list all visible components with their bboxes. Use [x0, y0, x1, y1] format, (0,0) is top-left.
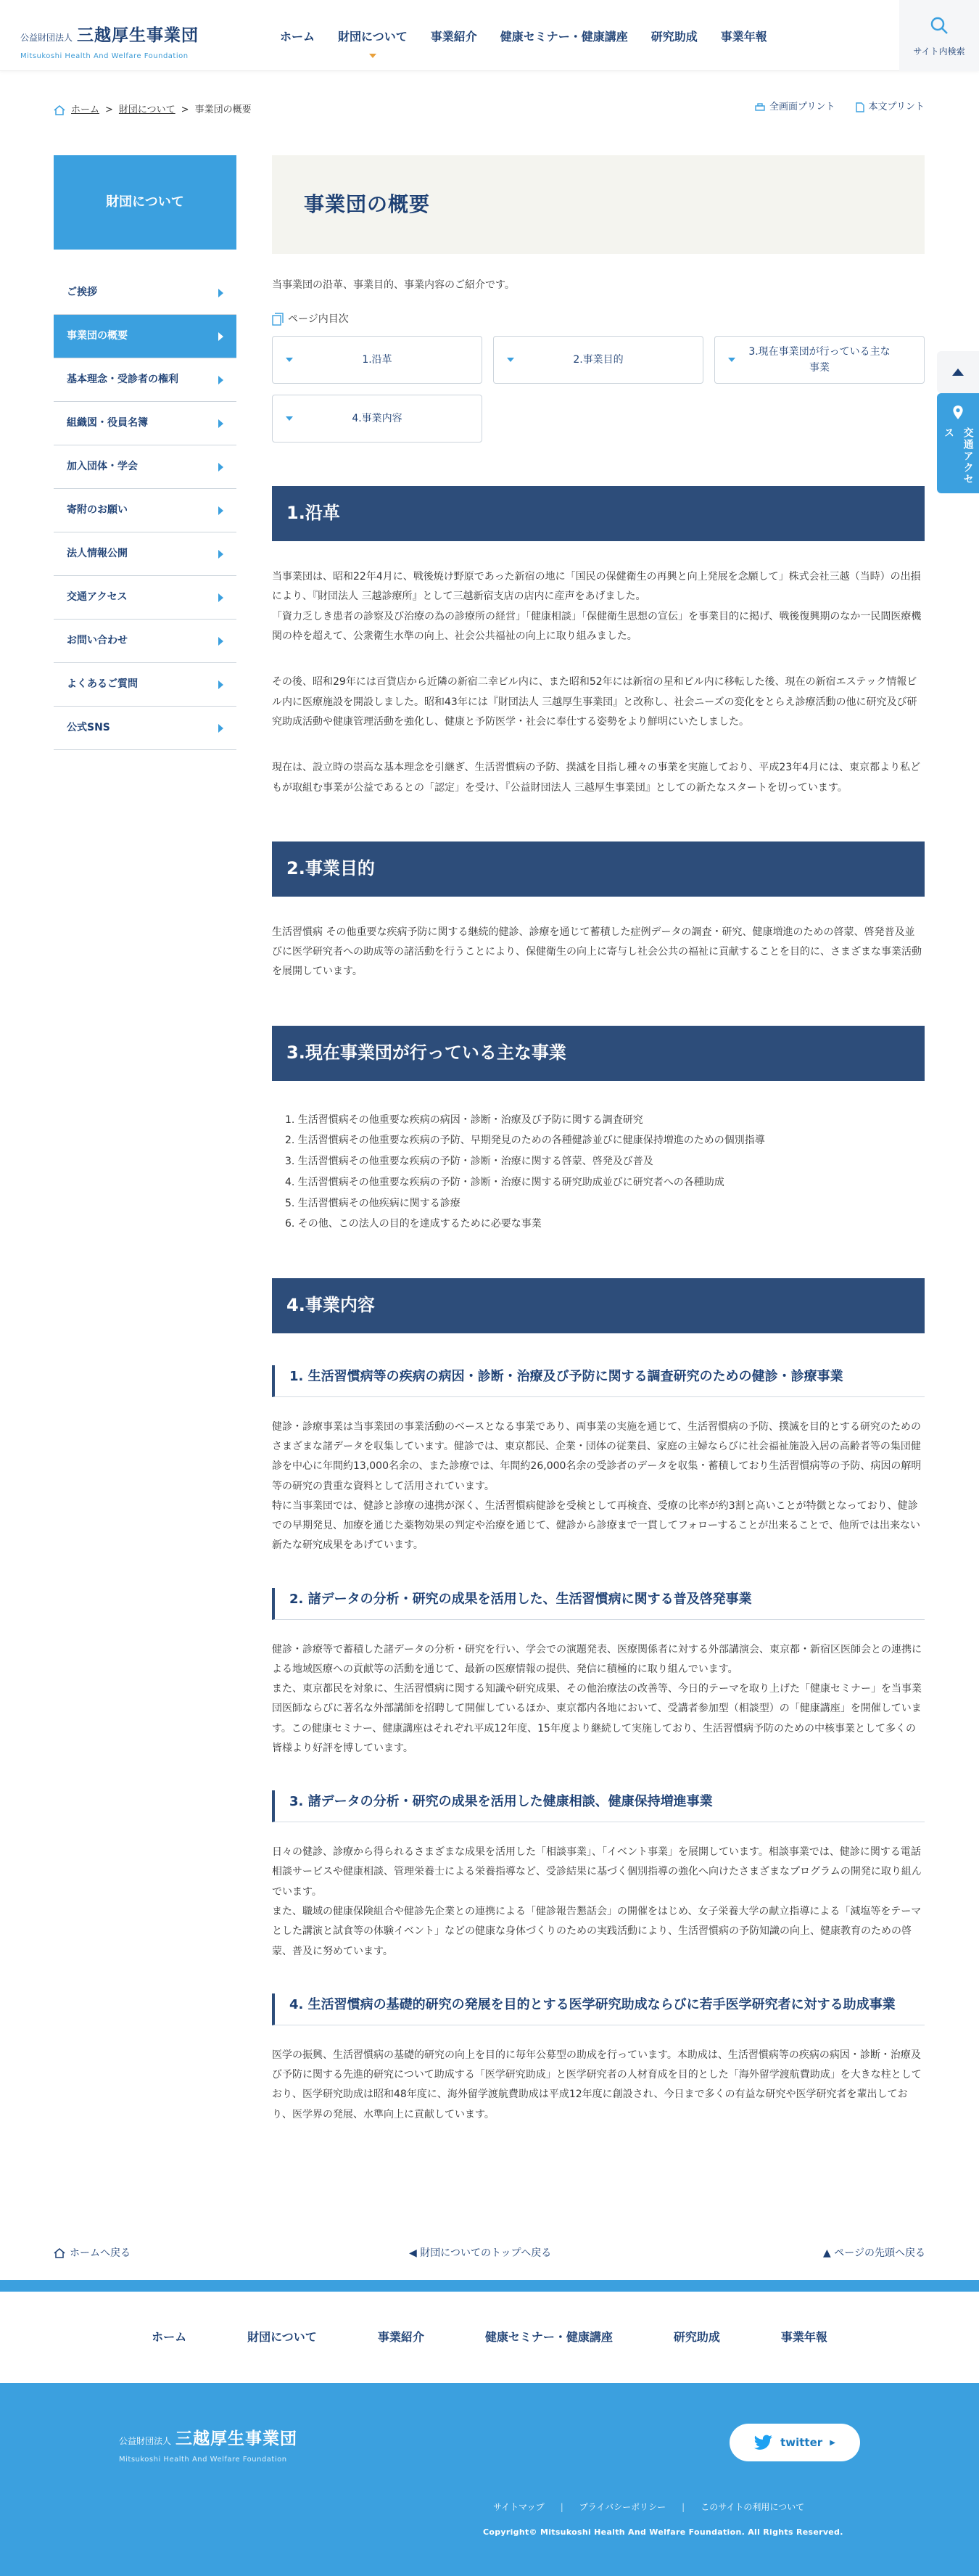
breadcrumb-parent[interactable]: 財団について: [118, 104, 175, 115]
section-heading-history: 1.沿革: [272, 486, 925, 541]
document-icon: [272, 313, 284, 326]
toc-label: 2.事業目的: [573, 353, 624, 366]
breadcrumb: [54, 102, 252, 120]
bottom-nav: [0, 2292, 979, 2383]
sidebar-item-label: 公式SNS: [67, 722, 110, 734]
subsection-heading: 4. 生活習慣病の基礎的研究の発展を目的とする医学研究助成ならびに若手医学研究者に対する助成事業: [272, 1993, 925, 2025]
bnav-business[interactable]: 事業紹介: [377, 2329, 424, 2344]
access-float-label: 交通アクセス: [943, 427, 974, 485]
site-footer: [0, 2383, 979, 2576]
page-top-label: ページの先頭へ戻る: [834, 2247, 925, 2259]
sidebar-item-faq[interactable]: [54, 663, 236, 707]
twitter-bird-icon: [754, 2435, 773, 2451]
gnav-seminar[interactable]: 健康セミナー・健康講座: [500, 30, 628, 44]
logo-english: Mitsukoshi Health And Welfare Foundation: [119, 2455, 287, 2464]
sidebar-title[interactable]: 財団について: [54, 155, 236, 250]
logo-org-type: 公益財団法人: [20, 33, 73, 43]
home-icon: [54, 105, 65, 115]
sidebar-item-overview[interactable]: [54, 315, 236, 358]
site-search-label: サイト内検索: [913, 46, 965, 57]
list-item: 5. 生活習慣病その他疾病に関する診療: [285, 1197, 460, 1209]
section-heading-purpose: 2.事業目的: [272, 841, 925, 897]
breadcrumb-home[interactable]: ホーム: [71, 104, 100, 115]
toc-label: 1.沿革: [362, 353, 392, 366]
home-icon: [54, 2248, 65, 2258]
sidebar-item-label: 加入団体・学会: [67, 461, 138, 473]
sidebar-item-label: 法人情報公開: [67, 548, 128, 560]
print-body-button[interactable]: [856, 99, 925, 117]
sidebar-item-philosophy[interactable]: [54, 358, 236, 402]
history-paragraph: その後、昭和29年には百貨店から近隣の新宿二幸ビル内に、また昭和52年には新宿の星和ビル内に移転した後、現在の新宿エステック情報ビル内に医療施設を開設しました。昭和43年には『財団法人 三越厚生事業団』と改称し、社会ニーズの変化をとらえ診療活動の他に研究及び研究助成活動や健康管理活動を強化し、健康と予防医学・社会に奉仕する姿勢をより鮮明にいたしました。: [272, 676, 917, 728]
sidebar-item-greeting[interactable]: [54, 271, 236, 315]
document-icon: [856, 102, 864, 112]
arrow-down-icon: [286, 358, 293, 362]
list-item: 6. その他、この法人の目的を達成するために必要な事業: [285, 1218, 542, 1230]
sidebar-item-label: よくあるご質問: [67, 678, 138, 691]
sidebar-item-organization[interactable]: [54, 402, 236, 445]
footer-logo[interactable]: [119, 2424, 297, 2466]
arrow-right-icon: [218, 680, 223, 689]
back-home-label: ホームへ戻る: [70, 2247, 131, 2259]
arrow-right-icon: [218, 332, 223, 341]
logo-name: 三越厚生事業団: [175, 2429, 298, 2448]
subsection-paragraph: 日々の健診、診療から得られるさまざまな成果を活用した「相談事業」、「イベント事業」を展開しています。相談事業では、健診に関する電話相談サービスや健康相談、管理栄養士による栄養指導など、受診結果に基づく個別指導の強化へ向けたさまざまなプログラムの開発に取り組んでいます。 また、職域の健康保険組合や健診先企業との連携による「健診報告懇話会」の開催をはじめ、女子栄養大学の献立指導による「減塩等をテーマとした講演と試食等の体験イベント」などの健康な身体づくりのための実践活動により、生活習慣病の予防知識の向上、健康教育のための啓蒙、普及に努めています。: [272, 1846, 922, 1957]
sidebar-item-label: 交通アクセス: [67, 591, 128, 604]
breadcrumb-separator: >: [181, 104, 189, 115]
footer-link-separator: |: [560, 2502, 563, 2512]
subsection-heading: 2. 諸データの分析・研究の成果を活用した、生活習慣病に関する普及啓発事業: [272, 1588, 925, 1620]
bnav-seminar[interactable]: 健康セミナー・健康講座: [484, 2329, 613, 2344]
toc-label: 4.事業内容: [352, 412, 402, 424]
arrow-right-icon: ▶: [830, 2438, 835, 2447]
site-logo[interactable]: [20, 20, 199, 63]
gnav-annual-report[interactable]: 事業年報: [720, 30, 767, 44]
footer-link-privacy[interactable]: プライバシーポリシー: [579, 2502, 666, 2512]
print-full-button[interactable]: [755, 99, 835, 117]
arrow-up-icon: ▲: [823, 2247, 835, 2259]
gnav-home[interactable]: ホーム: [280, 30, 315, 44]
arrow-right-icon: [218, 289, 223, 297]
sidebar-item-memberships[interactable]: [54, 445, 236, 489]
twitter-label: twitter: [780, 2435, 823, 2449]
subsection-paragraph: 健診・診療事業は当事業団の事業活動のベースとなる事業であり、両事業の実施を通じて、生活習慣病の予防、撲滅を目的とする研究のためのさまざまな諸データを収集しています。健診では、東京都民、企業・団体の従業員、家庭の主婦ならびに社会福祉施設入居の高齢者等の集団健診を中心に年間約13,000名余の、また診療では、年間約26,000名余の受診者のデータを収集・蓄積しており生活習慣病等の予防、病因の解明等の研究の貴重な資料として活用されています。 特に当事業団では、健診と診療の連携が深く、生活習慣病健診を受検として再検査、受療の比率が約3割と高いことが特徴となっており、健診での早期発見、加療を通じた薬物効果の判定や治療を通じて、健診から診療まで一貫してフォローすることが出来ることで、他所では出来ない新たな研究成果をあげています。: [272, 1420, 922, 1552]
bnav-about[interactable]: 財団について: [247, 2329, 317, 2344]
print-links: [755, 99, 925, 117]
sidebar-item-label: 寄附のお願い: [67, 504, 128, 517]
list-item: 2. 生活習慣病その他重要な疾病の予防、早期発見のための各種健診並びに健康保持増進のための個別指導: [285, 1135, 765, 1147]
global-nav: [268, 26, 779, 48]
arrow-right-icon: [218, 506, 223, 515]
access-float-button[interactable]: [937, 393, 979, 493]
sidebar-item-disclosure[interactable]: [54, 532, 236, 576]
main-business-list: [272, 1110, 925, 1235]
arrow-right-icon: [218, 637, 223, 646]
toc-label: 3.現在事業団が行っている主な事業: [748, 345, 891, 374]
history-paragraph: 現在は、設立時の崇高な基本理念を引継ぎ、生活習慣病の予防、撲滅を目指し種々の事業を実施しており、平成23年4月には、東京都より私どもが取組む事業が公益であるとの「認定」を受け、『公益財団法人 三越厚生事業団』としての新たなスタートを切っています。: [272, 762, 921, 794]
gnav-business[interactable]: 事業紹介: [430, 30, 477, 44]
footer-link-sitemap[interactable]: サイトマップ: [493, 2502, 545, 2512]
search-icon: [930, 16, 949, 35]
sidebar: [54, 155, 236, 750]
footer-links: [493, 2499, 804, 2516]
toc-label-text: ページ内目次: [288, 313, 349, 325]
back-home-link[interactable]: [54, 2244, 131, 2263]
list-item: 1. 生活習慣病その他重要な疾病の病因・診断・治療及び予防に関する調査研究: [285, 1114, 643, 1126]
arrow-right-icon: [218, 550, 223, 559]
toc-history[interactable]: [272, 336, 482, 384]
sidebar-item-access[interactable]: [54, 576, 236, 620]
breadcrumb-row: [0, 71, 979, 115]
page-title: 事業団の概要: [304, 192, 431, 217]
sidebar-item-label: 基本理念・受診者の権利: [67, 374, 178, 386]
toc-purpose[interactable]: [493, 336, 703, 384]
subsection-paragraph: 健診・診療等で蓄積した諸データの分析・研究を行い、学会での演題発表、医療関係者に対する外部講演会、東京都・新宿区医師会との連携による地域医療への貢献等の活動を通じて、最新の医療情報の提供、発信に積極的に取り組んでいます。 また、東京都民を対象に、生活習慣病に関する知識や研究成果、その他治療法の改善等、今日的テーマを取り上げた「健康セミナー」を当事業団医師ならびに著名な外部講師を招聘して開催しているほか、東京都内各地において、受講者参加型（相談型）の「健康講座」を開催しています。この健康セミナー、健康講座はそれぞれ平成12年度、15年度より継続して実施しており、生活習慣病予防のための中核事業として多くの皆様より好評を博しています。: [272, 1643, 922, 1755]
twitter-button[interactable]: [730, 2424, 860, 2461]
sidebar-item-donation[interactable]: [54, 489, 236, 532]
bnav-home[interactable]: ホーム: [152, 2329, 187, 2344]
back-section-top-link[interactable]: [409, 2244, 551, 2263]
copyright: Copyright© Mitsukoshi Health And Welfare Foundation. All Rights Reserved.: [483, 2527, 843, 2537]
section-heading-business-content: 4.事業内容: [272, 1278, 925, 1333]
bnav-research-grant[interactable]: 研究助成: [673, 2329, 720, 2344]
sidebar-item-label: ご挨拶: [67, 287, 97, 299]
history-paragraph: 当事業団は、昭和22年4月に、戦後焼け野原であった新宿の地に「国民の保健衛生の再興と向上発展を念願して」株式会社三越（当時）の出損により、『財団法人 三越診療所』として三越新宿支店の店内に産声をあげました。 「資力乏しき患者の診察及び治療の為の診療所の経営」「健康相談」「保健衛生思想の宣伝」を事業目的に掲げ、戦後復興期のなか一民間医療機関の枠を超えて、公衆衛生水準の向上、社会公共福祉の向上に取り組みました。: [272, 571, 922, 643]
arrow-down-icon: [728, 358, 735, 362]
list-item: 4. 生活習慣病その他重要な疾病の予防・診断・治療に関する研究助成並びに研究者への各種助成: [285, 1176, 724, 1188]
sidebar-item-label: お問い合わせ: [67, 635, 128, 647]
toc-label: [272, 310, 925, 329]
gnav-about[interactable]: 財団について: [326, 26, 419, 48]
arrow-right-icon: [218, 593, 223, 602]
subsection-heading: 3. 諸データの分析・研究の成果を活用した健康相談、健康保持増進事業: [272, 1790, 925, 1822]
purpose-paragraph: 生活習慣病 その他重要な疾病予防に関する継続的健診、診療を通じて蓄積した症例データの調査・研究、健康増進のための啓蒙、啓発普及並びに医学研究者への助成等の諸活動を行うことにより、保健衛生の向上に寄与し社会公共の福祉に貢献することを目的に、さまざまな事業活動を展開しています。: [272, 926, 922, 978]
page-title-box: [272, 155, 925, 254]
print-full-label: 全画面プリント: [769, 102, 835, 112]
logo-english: Mitsukoshi Health And Welfare Foundation: [20, 52, 189, 60]
list-item: 3. 生活習慣病その他重要な疾病の予防・診断・治療に関する啓蒙、啓発及び普及: [285, 1156, 653, 1168]
printer-icon: [755, 103, 765, 112]
breadcrumb-current: 事業団の概要: [194, 104, 252, 115]
sidebar-item-label: 組織図・役員名簿: [67, 417, 148, 429]
bnav-annual-report[interactable]: 事業年報: [780, 2329, 827, 2344]
page-lead: 当事業団の沿革、事業目的、事業内容のご紹介です。: [272, 279, 515, 291]
arrow-right-icon: [218, 724, 223, 733]
footer-link-separator: |: [682, 2502, 685, 2512]
sidebar-item-contact[interactable]: [54, 620, 236, 663]
arrow-left-icon: ◀: [409, 2247, 421, 2259]
map-pin-icon: [952, 405, 964, 420]
toc-grid: [272, 336, 925, 443]
arrow-right-icon: [218, 463, 223, 472]
site-header: [0, 0, 979, 71]
back-section-top-label: 財団についてのトップへ戻る: [420, 2247, 552, 2259]
logo-name: 三越厚生事業団: [77, 26, 199, 45]
breadcrumb-separator: >: [105, 104, 113, 115]
gnav-research-grant[interactable]: 研究助成: [650, 30, 698, 44]
subsection-heading: 1. 生活習慣病等の疾病の病因・診断・治療及び予防に関する調査研究のための健診・診療事業: [272, 1365, 925, 1397]
main-content: [272, 155, 925, 2125]
sidebar-item-sns[interactable]: [54, 707, 236, 750]
arrow-right-icon: [218, 419, 223, 428]
arrow-up-icon: [951, 368, 964, 376]
subsection-paragraph: 医学の振興、生活習慣病の基礎的研究の向上を目的に毎年公募型の助成を行っています。本助成は、生活習慣病等の疾病の病因・診断・治療及び予防に関する先進的研究について助成する「医学研究助成」と医学研究者の人材育成を目的とした「海外留学渡航費助成」を大きな柱としており、医学研究助成は昭和48年度に、海外留学渡航費助成は平成12年度に創設され、今日まで多くの有益な研究や医学研究者を輩出しており、医学界の発展、水準向上に貢献しています。: [272, 2049, 922, 2120]
footer-divider: [0, 2280, 979, 2292]
arrow-down-icon: [286, 416, 293, 421]
page-top-link[interactable]: [823, 2244, 925, 2263]
toc-business-content[interactable]: [272, 395, 482, 443]
arrow-down-icon: [507, 358, 514, 362]
sidebar-item-label: 事業団の概要: [67, 330, 128, 342]
print-body-label: 本文プリント: [868, 102, 925, 112]
page-foot-links: [54, 2244, 925, 2266]
toc-main-business[interactable]: [714, 336, 925, 384]
footer-link-terms[interactable]: このサイトの利用について: [701, 2502, 805, 2512]
scroll-top-button[interactable]: [937, 351, 979, 393]
logo-org-type: 公益財団法人: [119, 2436, 172, 2446]
section-heading-main-business: 3.現在事業団が行っている主な事業: [272, 1026, 925, 1081]
site-search-button[interactable]: [899, 0, 979, 71]
arrow-right-icon: [218, 376, 223, 384]
